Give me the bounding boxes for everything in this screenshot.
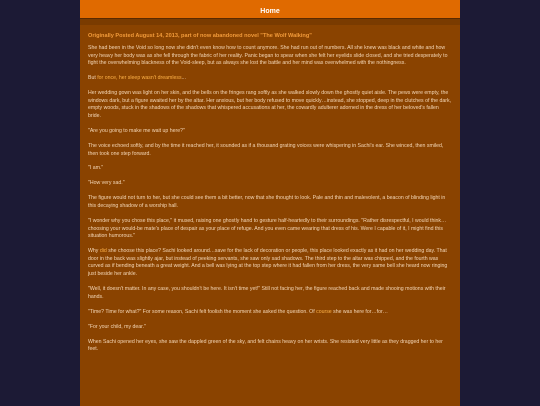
paragraph xyxy=(88,324,452,332)
paragraph xyxy=(88,165,452,173)
paragraph xyxy=(88,195,452,210)
paragraph-text: The voice echoed softly, and by the time it reached her, it sounded as if a thousand grating voices were whispering in Sachi's ear. She winced, then smiled, then took one step forward. xyxy=(88,142,444,157)
paragraph xyxy=(88,286,452,301)
paragraph xyxy=(88,128,452,136)
post-body xyxy=(88,45,452,354)
paragraph xyxy=(88,75,452,83)
highlighted-text: did xyxy=(99,248,107,255)
paragraph-text: Why xyxy=(88,248,100,255)
paragraph-text: When Sachi opened her eyes, she saw the dappled green of the sky, and felt chains heavy on her wrists. She resisted very little as they dragged her to her feet. xyxy=(88,338,443,353)
highlighted-text: course xyxy=(316,308,332,315)
paragraph-text: "How very sad." xyxy=(88,180,125,187)
paragraph xyxy=(88,90,452,120)
paragraph-text: "I am." xyxy=(88,165,104,172)
paragraph xyxy=(88,45,452,68)
paragraph-text: But xyxy=(88,75,98,82)
paragraph xyxy=(88,339,452,354)
paragraph xyxy=(88,218,452,241)
paragraph-text: she choose this place? Sachi looked around…save for the lack of decoration or people, this place looked exactly as it had on her wedding day. That door in the back was slightly ajar, but instead of peeking servants, she saw only sad shadows. The third step to the altar was chipped, and the fourth was curved as if bending beneath a great weight. And a bell was lying at the top step where it had fallen from her dress, the very same bell she heard now ringing just beside her ankle. xyxy=(88,248,448,277)
paragraph-text: "I wonder why you chose this place," it mused, raising one ghostly hand to gesture half-heartedly to their surroundings. "Rather disrespectful, I would think…choosing your would-be mate's place of despair as your place of refuge. And you even came wearing that dress of his. Were I capable of it, I might find this situation humorous." xyxy=(88,218,447,240)
post-title: Originally Posted August 14, 2013, part of now abandoned novel "The Wolf Walking" xyxy=(88,33,312,39)
paragraph xyxy=(88,143,452,158)
paragraph-text: "For your child, my dear." xyxy=(88,323,146,330)
paragraph xyxy=(88,180,452,188)
home-link[interactable]: Home xyxy=(260,8,280,15)
paragraph-text: She had been in the Void so long now she didn't even know how to count anymore. She had run out of numbers. All she knew was black and white and how very heavy her body was as she fell through the fabric of her reality. Panic began to spear when she felt her eyelids slide closed, and she tried desperately to fight the overwhelming blackness of the Void-sleep, but as always she lost the battle and her mind was overwhelmed with the nothingness. xyxy=(88,45,448,67)
paragraph-text: "Are you going to make me wait up here?" xyxy=(88,127,185,134)
paragraph xyxy=(88,309,452,317)
paragraph-text: "Well, it doesn't matter. In any case, you shouldn't be here. It isn't time yet!" Still not facing her, the figure reached back and made shooing motions with their hands. xyxy=(88,285,446,300)
top-nav-bar xyxy=(80,0,460,19)
paragraph-text: ... xyxy=(181,75,186,82)
paragraph-text: The figure would not turn to her, but she could see them a bit better, now that she thought to look. Pale and thin and malevolent, a beacon of blinding light in this decaying shadow of a worship hall. xyxy=(88,195,446,210)
paragraph-text: "Time? Time for what?" For some reason, Sachi felt foolish the moment she asked the question. Of xyxy=(88,308,317,315)
highlighted-text: for once, her sleep wasn't dreamless xyxy=(97,75,182,82)
paragraph xyxy=(88,248,452,278)
paragraph-text: she was here for…for… xyxy=(331,308,388,315)
paragraph-text: Her wedding gown was light on her skin, and the bells on the fringes rang softly as she walked slowly down the ghostly quiet aisle. The pews were empty, the windows dark, but a figure awaited her by the altar. Her anxious, but her body refused to move quickly…instead, she stopped, deep in the clutches of the dark, empty woods, stuck in the shadows of the shadows that whispered accusations at her, the cowardly adulterer adorned in the dress of her beloved's fallen bride. xyxy=(88,90,452,119)
page-container xyxy=(80,0,460,405)
post-content xyxy=(80,25,460,406)
